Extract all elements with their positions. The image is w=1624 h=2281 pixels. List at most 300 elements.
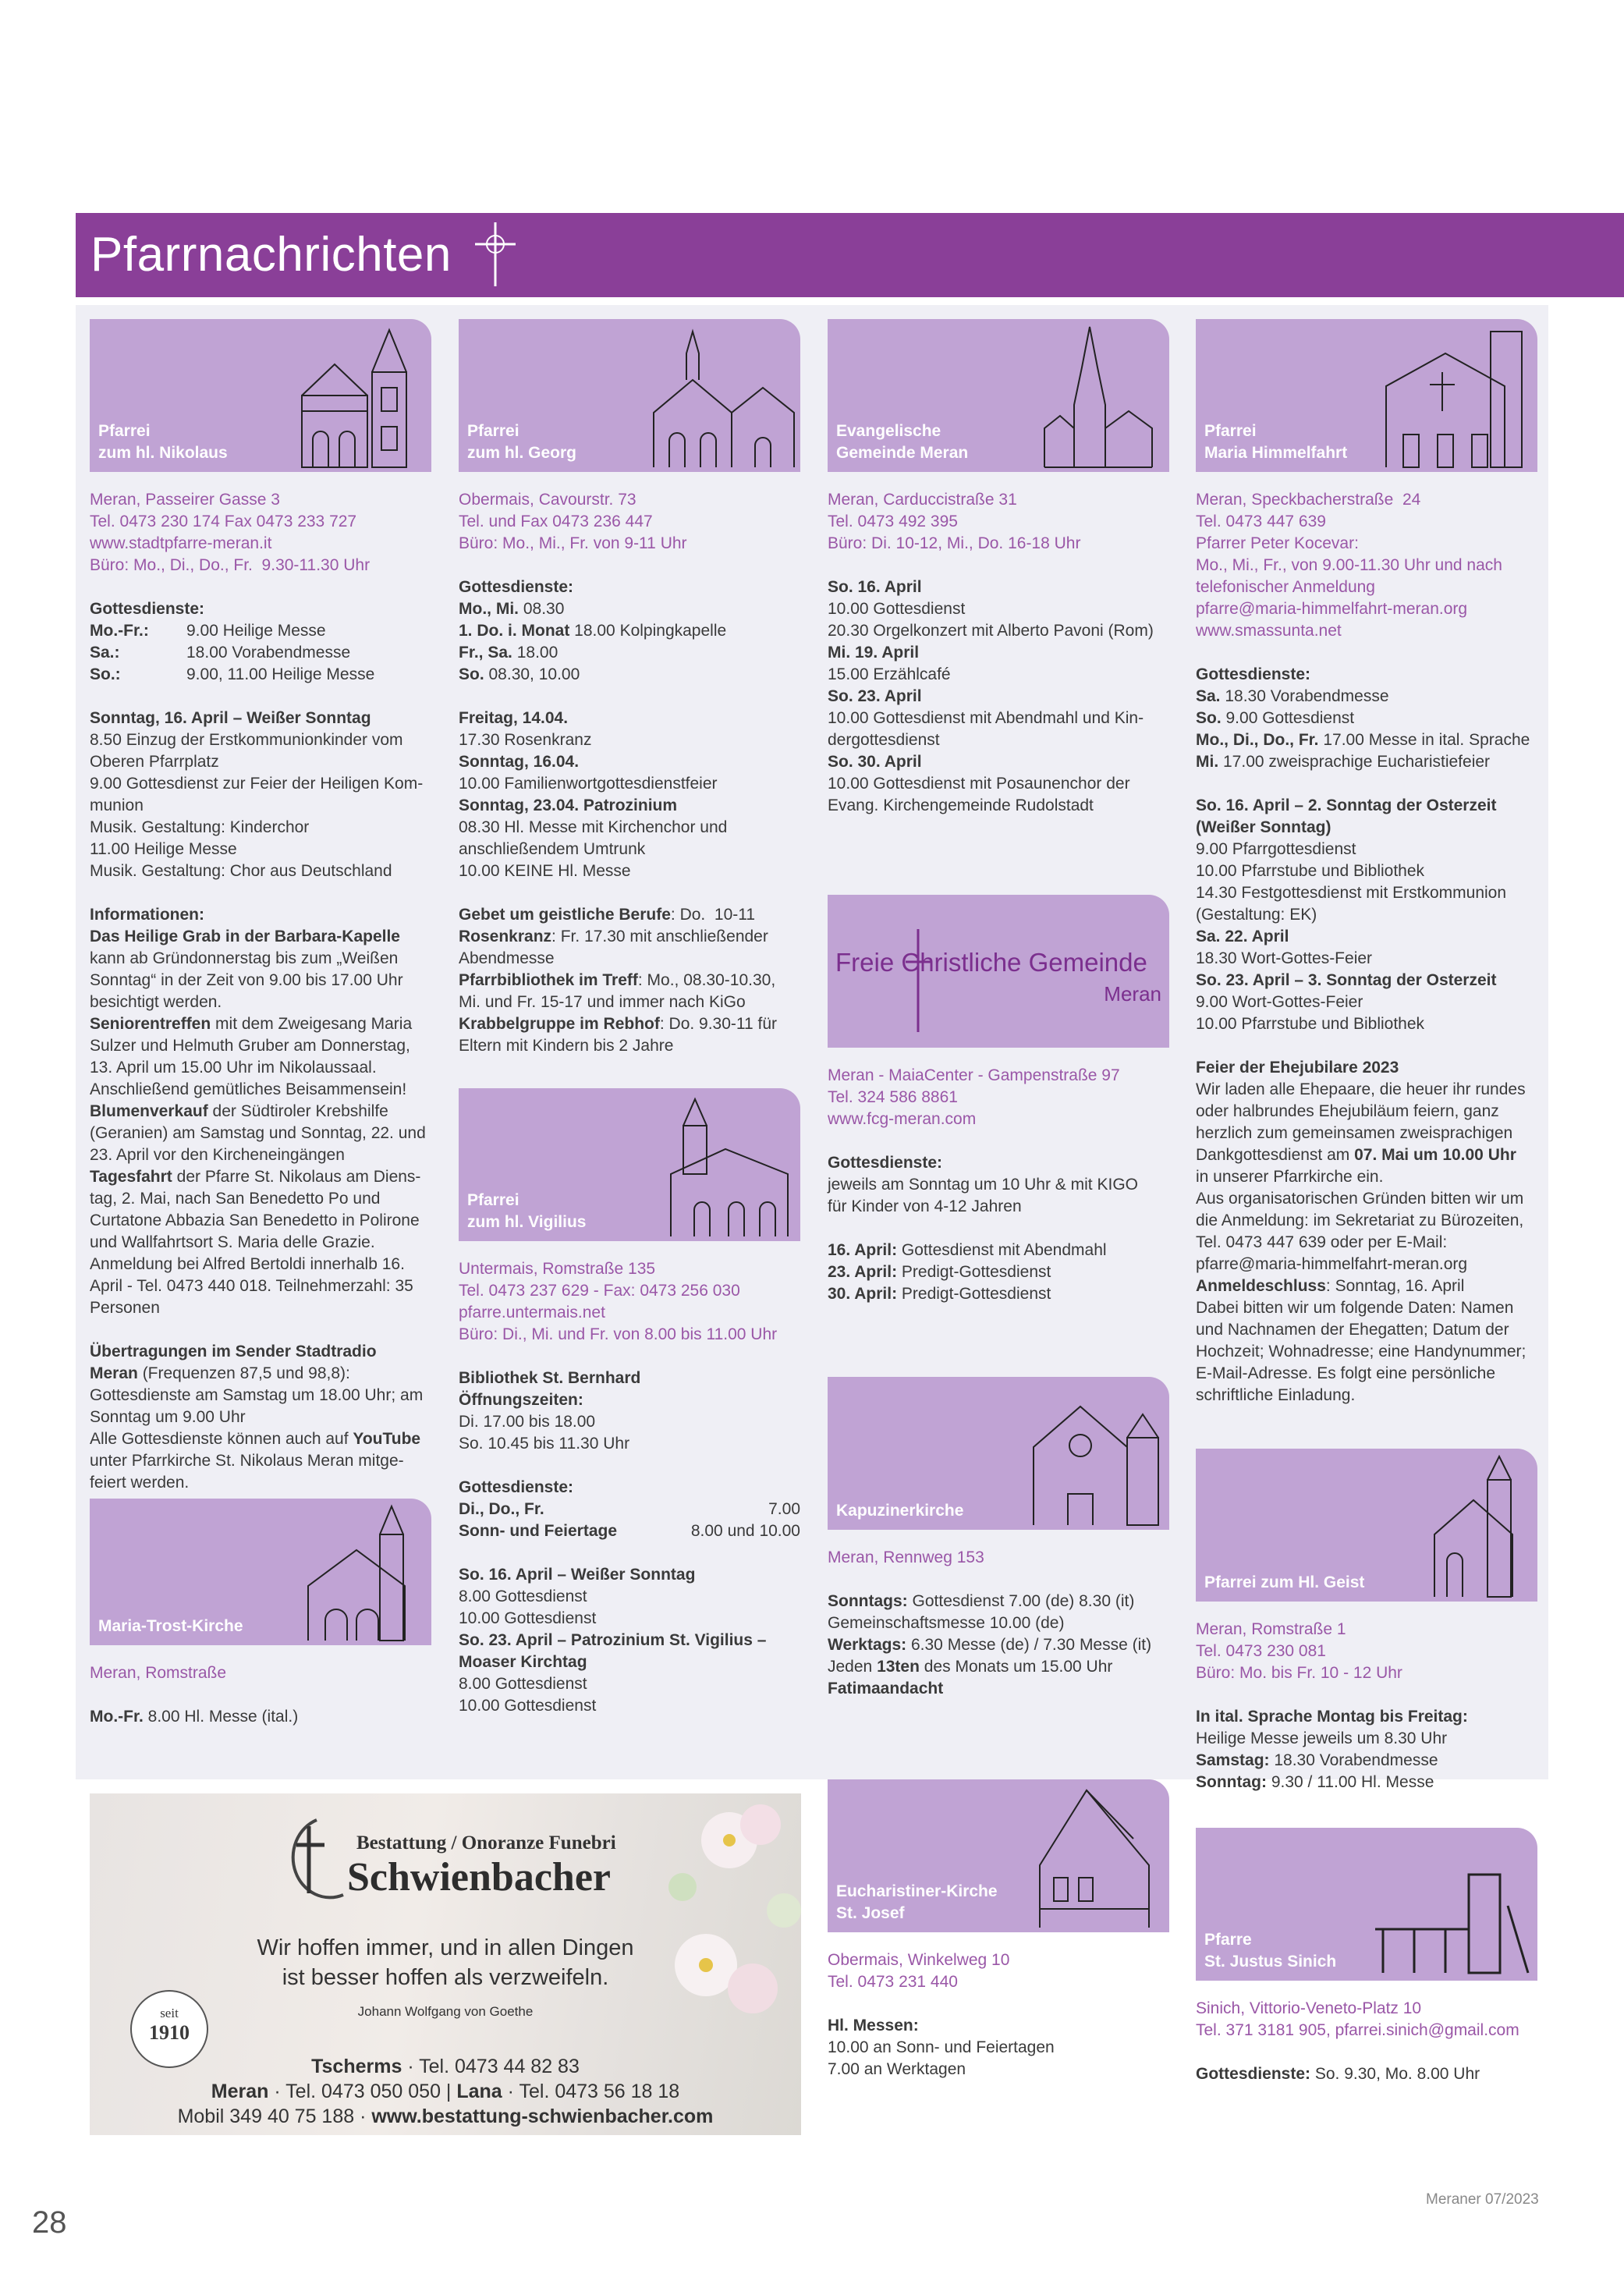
event-line	[1196, 992, 1537, 1013]
fcg-word: Christliche	[901, 948, 1022, 977]
info-line: kann ab Gründonnerstag bis zum „Weißen	[90, 949, 399, 967]
services-heading: Gottesdienste:	[459, 578, 574, 596]
event-line	[459, 795, 800, 817]
jubilee-line: oder halbrundes Ehejubiläum feiern, ganz	[1196, 1102, 1499, 1120]
address-line: Meran, Romstraße	[90, 1664, 227, 1682]
service-row	[459, 664, 800, 686]
service-time: 9.00 Gottesdienst	[1221, 709, 1355, 727]
service-time: So. 9.30, Mo. 8.00 Uhr	[1310, 2065, 1480, 2083]
service-day: Sonntags:	[828, 1592, 908, 1610]
ad-location: Tscherms	[311, 2056, 402, 2077]
event-text: 10.00 Gottesdienst	[828, 600, 966, 618]
service-row	[90, 664, 431, 686]
office-hours: Büro: Mo. bis Fr. 10 - 12 Uhr	[1196, 1664, 1402, 1682]
phone-line: Tel. 0473 230 081	[1196, 1642, 1326, 1660]
event-line	[459, 708, 800, 729]
event-line	[459, 839, 800, 860]
misc-line	[459, 904, 800, 926]
jubilee-deadline: Anmeldeschluss	[1196, 1277, 1326, 1295]
event-text: anschließendem Umtrunk	[459, 840, 646, 858]
ad-quote-author: Johann Wolfgang von Goethe	[357, 2004, 534, 2019]
event-text: Predigt-Gottesdienst	[897, 1285, 1051, 1303]
jubilee-line: E-Mail-Adresse. Es folgt eine persönliche	[1196, 1364, 1496, 1382]
church-geist-icon	[1427, 1453, 1536, 1600]
church-card-sinich	[1196, 1828, 1537, 1981]
church-card-nikolaus	[90, 319, 431, 472]
church-name-line: Pfarrei	[467, 422, 519, 440]
misc-title: Gebet um geistliche Berufe	[459, 906, 671, 924]
jubilee-line: schriftliche Einladung.	[1196, 1386, 1356, 1404]
office-hours: Büro: Mo., Di., Do., Fr. 9.30-11.30 Uhr	[90, 556, 371, 574]
page-title: Pfarrnachrichten	[90, 228, 452, 282]
church-eucharistiner-icon	[1032, 1784, 1166, 1931]
fcg-cross-icon	[902, 926, 934, 1035]
church-name-line: Pfarrei	[467, 1191, 519, 1209]
event-title: 23. April:	[828, 1263, 898, 1281]
services-heading: In ital. Sprache Montag bis Freitag:	[1196, 1708, 1468, 1726]
jubilee-line: in unserer Pfarrkirche ein.	[1196, 1168, 1384, 1186]
phone-line: Tel. 371 3181 905, pfarrei.sinich@gmail.com	[1196, 2021, 1519, 2039]
service-time: Gemeinschaftsmesse 10.00 (de)	[828, 1614, 1065, 1632]
seal-seit: seit	[160, 2006, 179, 2020]
info-line: Sonntag um 9.00 Uhr	[90, 1408, 246, 1426]
event-line: Oberen Pfarrplatz	[90, 753, 219, 771]
event-line	[828, 751, 1169, 773]
service-row	[459, 598, 800, 620]
event-line: Musik. Gestaltung: Kinderchor	[90, 818, 310, 836]
website-link[interactable]: www.fcg-meran.com	[828, 1110, 977, 1128]
info-line	[90, 1428, 431, 1450]
service-line	[1196, 1772, 1537, 1793]
misc-line	[459, 948, 800, 970]
church-name	[1204, 420, 1347, 464]
church-name	[467, 1190, 586, 1233]
service-row	[1196, 708, 1537, 729]
address-line: Untermais, Romstraße 135	[459, 1260, 656, 1278]
church-card-kapuziner	[828, 1377, 1169, 1530]
event-text: 10.00 Pfarrstube und Bibliothek	[1196, 1015, 1425, 1033]
service-time: 8.00 und 10.00	[690, 1522, 800, 1540]
event-line	[459, 1608, 800, 1630]
event-text: 17.30 Rosenkranz	[459, 731, 592, 749]
phone-line: Tel. und Fax 0473 236 447	[459, 513, 653, 530]
ad-website-link[interactable]: www.bestattung-schwienbacher.com	[371, 2105, 714, 2127]
event-title: Sonntag, 23.04. Patrozinium	[459, 796, 678, 814]
ad-location: Meran	[211, 2081, 269, 2102]
service-day: Fr., Sa.	[459, 644, 512, 662]
service-time: 18.00	[512, 644, 558, 662]
phone-line: Tel. 0473 231 440	[828, 1973, 958, 1991]
church-name-line: Evangelische	[836, 422, 941, 440]
service-text: Jeden	[828, 1658, 878, 1676]
event-text: 10.00 Familienwortgottesdienstfeier	[459, 775, 718, 793]
church-name-line: Pfarrei	[1204, 422, 1257, 440]
jubilee-text: : Sonntag, 16. April	[1325, 1277, 1465, 1295]
service-row	[459, 642, 800, 664]
office-hours: Büro: Di., Mi. und Fr. von 8.00 bis 11.00 Uhr	[459, 1325, 778, 1343]
event-text: Predigt-Gottesdienst	[897, 1263, 1051, 1281]
church-name	[836, 420, 968, 464]
address-block	[1196, 489, 1537, 642]
column-georg	[459, 319, 800, 1717]
website-link[interactable]: www.smassunta.net	[1196, 622, 1342, 640]
service-time: 6.30 Messe (de) / 7.30 Messe (it)	[906, 1636, 1152, 1654]
phone-line: Tel. 0473 447 639	[1196, 513, 1326, 530]
services-heading: Gottesdienste:	[828, 1154, 943, 1172]
info-line: Anmeldung bei Alfred Bertoldi innerhalb 16.	[90, 1255, 405, 1273]
event-line	[459, 817, 800, 839]
misc-line	[459, 992, 800, 1013]
info-line: feiert werden.	[90, 1474, 190, 1492]
phone-line: Tel. 324 586 8861	[828, 1088, 958, 1106]
service-line	[828, 1591, 1169, 1612]
event-line	[828, 598, 1169, 620]
info-line	[90, 1363, 431, 1385]
issue-label: Meraner 07/2023	[1426, 2191, 1539, 2208]
section-header	[76, 213, 1624, 297]
service-day: Sonntag:	[1196, 1773, 1267, 1791]
church-nikolaus-icon	[294, 325, 427, 470]
service-row	[459, 620, 800, 642]
info-text: der Südtiroler Krebshilfe	[207, 1102, 388, 1120]
info-line: Anschließend gemütliches Beisammensein!	[90, 1080, 407, 1098]
info-item-title: Seniorentreffen	[90, 1015, 211, 1033]
office-hours: Mo., Mi., Fr., von 9.00-11.30 Uhr und nach	[1196, 556, 1502, 574]
event-text: 10.00 Gottesdienst mit Posaunenchor der	[828, 775, 1130, 793]
event-text: dergottesdienst	[828, 731, 940, 749]
church-name-line: zum hl. Vigilius	[467, 1213, 587, 1231]
address-line: Meran, Passeirer Gasse 3	[90, 491, 280, 509]
service-line: jeweils am Sonntag um 10 Uhr & mit KIGO	[828, 1176, 1138, 1194]
misc-text: : Fr. 17.30 mit anschließender	[551, 928, 768, 945]
phone-line: Tel. 0473 230 174 Fax 0473 233 727	[90, 513, 357, 530]
address-line: Meran - MaiaCenter - Gampenstraße 97	[828, 1066, 1120, 1084]
jubilee-date: 07. Mai um 10.00 Uhr	[1354, 1146, 1516, 1164]
service-day: So.:	[90, 665, 121, 683]
phone-line: Tel. 0473 237 629 - Fax: 0473 256 030	[459, 1282, 740, 1300]
church-card-vigilius	[459, 1088, 800, 1241]
info-text: (Frequenzen 87,5 und 98,8):	[137, 1364, 350, 1382]
church-georg-icon	[646, 325, 797, 470]
church-name-line: St. Justus Sinich	[1204, 1953, 1337, 1971]
address-line: Obermais, Cavourstr. 73	[459, 491, 636, 509]
address-line: Meran, Carduccistraße 31	[828, 491, 1017, 509]
event-text: Gottesdienst mit Abendmahl	[897, 1241, 1107, 1259]
service-day: Mo., Di., Do., Fr.	[1196, 731, 1319, 749]
office-hours: telefonischer Anmeldung	[1196, 578, 1375, 596]
cross-icon	[472, 221, 519, 288]
church-name-line: zum hl. Georg	[467, 444, 577, 462]
jubilee-line: und Nachnamen der Ehegatten; Datum der	[1196, 1321, 1509, 1339]
event-line	[1196, 904, 1537, 926]
event-text: 10.00 Gottesdienst	[459, 1609, 597, 1627]
misc-line	[459, 970, 800, 992]
church-name: Pfarrei zum Hl. Geist	[1204, 1573, 1365, 1591]
church-name-line: Gemeinde Meran	[836, 444, 969, 462]
fcg-logo-card	[828, 895, 1169, 1048]
service-day: 1. Do. i. Monat	[459, 622, 570, 640]
jubilee-line: Dabei bitten wir um folgende Daten: Namen	[1196, 1299, 1514, 1317]
event-text: 08.30 Hl. Messe mit Kirchenchor und	[459, 818, 728, 836]
info-item-title: Tagesfahrt	[90, 1168, 172, 1186]
event-line	[828, 620, 1169, 642]
info-line: 13. April um 15.00 Uhr im Nikolaussaal.	[90, 1059, 377, 1077]
church-himmelfahrt-icon	[1380, 325, 1533, 470]
ad-phone: · Tel. 0473 44 82 83	[402, 2056, 580, 2077]
misc-title: Pfarrbibliothek im Treff	[459, 971, 638, 989]
ad-subtitle: Bestattung / Onoranze Funebri	[356, 1832, 616, 1854]
event-line	[459, 1630, 800, 1651]
event-line	[1196, 926, 1537, 948]
service-time: 08.30, 10.00	[484, 665, 580, 683]
event-text: 20.30 Orgelkonzert mit Alberto Pavoni (Rom)	[828, 622, 1154, 640]
library-line: Di. 17.00 bis 18.00	[459, 1413, 596, 1431]
info-line	[90, 1166, 431, 1188]
funeral-advertisement	[90, 1793, 801, 2135]
event-line	[828, 664, 1169, 686]
event-line	[1196, 795, 1537, 817]
office-hours: Büro: Mo., Mi., Fr. von 9-11 Uhr	[459, 534, 687, 552]
service-line	[828, 1634, 1169, 1656]
services-heading: Gottesdienste:	[90, 600, 205, 618]
church-card-trost	[90, 1499, 431, 1645]
church-sinich-icon	[1367, 1859, 1533, 1976]
event-line	[1196, 1013, 1537, 1035]
jubilee-line: Tel. 0473 447 639 oder per E-Mail:	[1196, 1233, 1448, 1251]
event-line	[828, 642, 1169, 664]
event-line	[459, 1673, 800, 1695]
info-line: Gottesdienste am Samstag um 18.00 Uhr; am	[90, 1386, 424, 1404]
misc-text: : Do. 10-11	[670, 906, 756, 924]
info-text: mit dem Zweigesang Maria	[211, 1015, 413, 1033]
info-item-title: Blumenverkauf	[90, 1102, 208, 1120]
event-line	[459, 1564, 800, 1586]
page-number: 28	[32, 2205, 67, 2240]
church-kapuziner-icon	[1026, 1383, 1166, 1528]
event-line	[1196, 860, 1537, 882]
service-row	[90, 642, 431, 664]
church-name-line: Pfarre	[1204, 1931, 1252, 1949]
service-line: 10.00 an Sonn- und Feiertagen	[828, 2038, 1055, 2056]
event-text: 10.00 KEINE Hl. Messe	[459, 862, 631, 880]
service-day: Fatimaandacht	[828, 1680, 944, 1697]
service-row	[1196, 751, 1537, 773]
service-time: 9.30 / 11.00 Hl. Messe	[1266, 1773, 1434, 1791]
event-title: So. 23. April – 3. Sonntag der Osterzeit	[1196, 971, 1497, 989]
seal-year: 1910	[149, 2021, 190, 2044]
jubilee-line: herzlich zum gemeinsamen zweisprachigen	[1196, 1124, 1513, 1142]
service-line	[90, 1706, 431, 1728]
event-text: 9.00 Pfarrgottesdienst	[1196, 840, 1356, 858]
service-row	[459, 1499, 800, 1520]
info-item-title: Das Heilige Grab in der Barbara-Kapelle	[90, 928, 400, 945]
jubilee-line: pfarre@maria-himmelfahrt-meran.org	[1196, 1255, 1468, 1273]
info-line: (Geranien) am Samstag und Sonntag, 22. und	[90, 1124, 426, 1142]
event-text: 10.00 Pfarrstube und Bibliothek	[1196, 862, 1425, 880]
church-card-eucharistiner	[828, 1779, 1169, 1932]
church-name-line: Pfarrei	[98, 422, 151, 440]
info-line: unter Pfarrkirche St. Nikolaus Meran mitge-	[90, 1452, 404, 1470]
event-title: So. 16. April	[828, 578, 922, 596]
service-time: 8.00 Hl. Messe (ital.)	[143, 1708, 299, 1726]
column-evangelisch	[828, 319, 1169, 2081]
event-line	[459, 773, 800, 795]
misc-line	[459, 1013, 800, 1035]
info-line: 23. April vor den Kircheneingängen	[90, 1146, 345, 1164]
church-name-line: Maria Himmelfahrt	[1204, 444, 1348, 462]
fcg-logo	[835, 948, 1147, 977]
info-line: Personen	[90, 1299, 160, 1317]
event-title: Moaser Kirchtag	[459, 1653, 587, 1671]
info-line: Curtatone Abbazia San Benedetto in Polirone	[90, 1211, 420, 1229]
service-day: Samstag:	[1196, 1751, 1270, 1769]
ad-location: Lana	[456, 2081, 502, 2102]
event-title: Sonntag, 16.04.	[459, 753, 580, 771]
jubilee-heading: Feier der Ehejubilare 2023	[1196, 1059, 1399, 1077]
service-time: 17.00 zweisprachige Eucharistiefeier	[1218, 753, 1491, 771]
jubilee-line: die Anmeldung: im Sekretariat zu Bürozeiten,	[1196, 1211, 1524, 1229]
address-line: Meran, Rennweg 153	[828, 1548, 984, 1566]
event-title: Sa. 22. April	[1196, 928, 1289, 945]
info-line: Sulzer und Helmuth Gruber am Donnerstag,	[90, 1037, 410, 1055]
service-time: des Monats um 15.00 Uhr	[919, 1658, 1113, 1676]
jubilee-text: Dankgottesdienst am	[1196, 1146, 1355, 1164]
service-time: 9.00, 11.00 Heilige Messe	[186, 665, 375, 683]
event-title: 30. April:	[828, 1285, 898, 1303]
email-link[interactable]: pfarre@maria-himmelfahrt-meran.org	[1196, 600, 1468, 618]
service-time: 9.00 Heilige Messe	[186, 622, 326, 640]
church-evangelisch-icon	[1038, 324, 1155, 470]
fcg-subtitle: Meran	[1104, 982, 1161, 1006]
service-time: 18.30 Vorabendmesse	[1269, 1751, 1438, 1769]
service-row	[1196, 729, 1537, 751]
service-time: 17.00 Messe in ital. Sprache	[1318, 731, 1530, 749]
service-day: Werktags:	[828, 1636, 907, 1654]
event-line	[828, 1283, 1169, 1305]
event-text: 18.30 Wort-Gottes-Feier	[1196, 949, 1373, 967]
misc-title: Krabbelgruppe im Rebhof	[459, 1015, 660, 1033]
service-day: 13ten	[877, 1658, 920, 1676]
service-line	[828, 1678, 1169, 1700]
event-line	[459, 860, 800, 882]
church-name: Maria-Trost-Kirche	[98, 1617, 243, 1635]
services-heading: Gottesdienste:	[459, 1478, 574, 1496]
service-line: 7.00 an Werktagen	[828, 2060, 966, 2078]
event-line	[459, 1695, 800, 1717]
service-day: So.	[1196, 709, 1222, 727]
address-line: Meran, Romstraße 1	[1196, 1620, 1346, 1638]
ad-phone: Mobil 349 40 75 188 ·	[177, 2105, 372, 2127]
event-line: 9.00 Gottesdienst zur Feier der Heiligen Kom-	[90, 775, 424, 793]
event-line	[828, 1261, 1169, 1283]
church-card-georg	[459, 319, 800, 472]
services-heading: Gottesdienste:	[1196, 665, 1311, 683]
jubilee-line: Aus organisatorischen Gründen bitten wir um	[1196, 1190, 1524, 1208]
event-line	[828, 576, 1169, 598]
misc-text: Eltern mit Kindern bis 2 Jahre	[459, 1037, 674, 1055]
misc-title: Rosenkranz	[459, 928, 552, 945]
service-time: 08.30	[519, 600, 565, 618]
service-day: So.	[459, 665, 484, 683]
church-name-line: zum hl. Nikolaus	[98, 444, 228, 462]
website-link[interactable]: pfarre.untermais.net	[459, 1304, 605, 1321]
ad-phone: · Tel. 0473 050 050 |	[268, 2081, 457, 2102]
service-day: Mi.	[1196, 753, 1219, 771]
pastor-line: Pfarrer Peter Kocevar:	[1196, 534, 1359, 552]
info-line: Sonntag“ in der Zeit von 9.00 bis 17.00 Uhr	[90, 971, 403, 989]
event-text: Evang. Kirchengemeinde Rudolstadt	[828, 796, 1094, 814]
address-line: Sinich, Vittorio-Veneto-Platz 10	[1196, 1999, 1422, 2017]
service-row	[459, 1520, 800, 1542]
event-line	[828, 686, 1169, 708]
event-line	[459, 751, 800, 773]
service-day: Sa.:	[90, 644, 120, 662]
event-title: (Weißer Sonntag)	[1196, 818, 1331, 836]
event-title: So. 16. April – 2. Sonntag der Osterzeit	[1196, 796, 1497, 814]
event-title: 16. April:	[828, 1241, 898, 1259]
event-line	[828, 729, 1169, 751]
event-line	[1196, 839, 1537, 860]
event-heading: Sonntag, 16. April – Weißer Sonntag	[90, 709, 371, 727]
library-hours-heading: Öffnungszeiten:	[459, 1391, 583, 1409]
service-time: 18.00 Vorabendmesse	[186, 644, 351, 662]
church-name	[1204, 1929, 1336, 1973]
event-line	[1196, 970, 1537, 992]
service-line	[828, 1612, 1169, 1634]
info-text: der Pfarre St. Nikolaus am Diens-	[172, 1168, 421, 1186]
jubilee-line: Hochzeit; Wohnadresse; eine Handynummer;	[1196, 1343, 1526, 1360]
event-text: 15.00 Erzählcafé	[828, 665, 951, 683]
youtube-label: YouTube	[353, 1430, 421, 1448]
ad-quote: ist besser hoffen als verzweifeln.	[282, 1965, 609, 1990]
event-line: 8.50 Einzug der Erstkommunionkinder vom	[90, 731, 403, 749]
ad-contact	[90, 2056, 801, 2078]
event-text: (Gestaltung: EK)	[1196, 906, 1317, 924]
event-title: So. 30. April	[828, 753, 922, 771]
misc-text: : Mo., 08.30-10.30,	[637, 971, 776, 989]
event-line	[1196, 948, 1537, 970]
info-line: besichtigt werden.	[90, 993, 222, 1011]
info-line: tag, 2. Mai, nach San Benedetto Po und	[90, 1190, 381, 1208]
fcg-word: Gemeinde	[1028, 948, 1147, 977]
address-block	[1196, 1998, 1537, 2042]
event-line	[459, 1586, 800, 1608]
church-card-geist	[1196, 1449, 1537, 1602]
event-line	[459, 1651, 800, 1673]
event-title: So. 16. April – Weißer Sonntag	[459, 1566, 696, 1584]
library-heading: Bibliothek St. Bernhard	[459, 1369, 641, 1387]
service-row	[1196, 686, 1537, 708]
jubilee-line: Wir laden alle Ehepaare, die heuer ihr rundes	[1196, 1080, 1526, 1098]
event-text: 8.00 Gottesdienst	[459, 1587, 587, 1605]
address-block	[90, 489, 431, 576]
service-line: für Kinder von 4-12 Jahren	[828, 1197, 1022, 1215]
service-time: Gottesdienst 7.00 (de) 8.30 (it)	[907, 1592, 1135, 1610]
website-link[interactable]: www.stadtpfarre-meran.it	[90, 534, 272, 552]
address-block	[828, 489, 1169, 555]
church-name	[467, 420, 576, 464]
misc-text: Abendmesse	[459, 949, 555, 967]
ad-brand: Schwienbacher	[347, 1855, 611, 1900]
service-time: Heilige Messe jeweils um 8.30 Uhr	[1196, 1729, 1448, 1747]
ad-quote: Wir hoffen immer, und in allen Dingen	[257, 1935, 634, 1960]
service-day: Mo.-Fr.	[90, 1708, 144, 1726]
info-heading: Informationen:	[90, 906, 204, 924]
info-line	[90, 1101, 431, 1123]
event-title: Mi. 19. April	[828, 644, 920, 662]
event-line	[1196, 882, 1537, 904]
service-time: 18.30 Vorabendmesse	[1220, 687, 1389, 705]
